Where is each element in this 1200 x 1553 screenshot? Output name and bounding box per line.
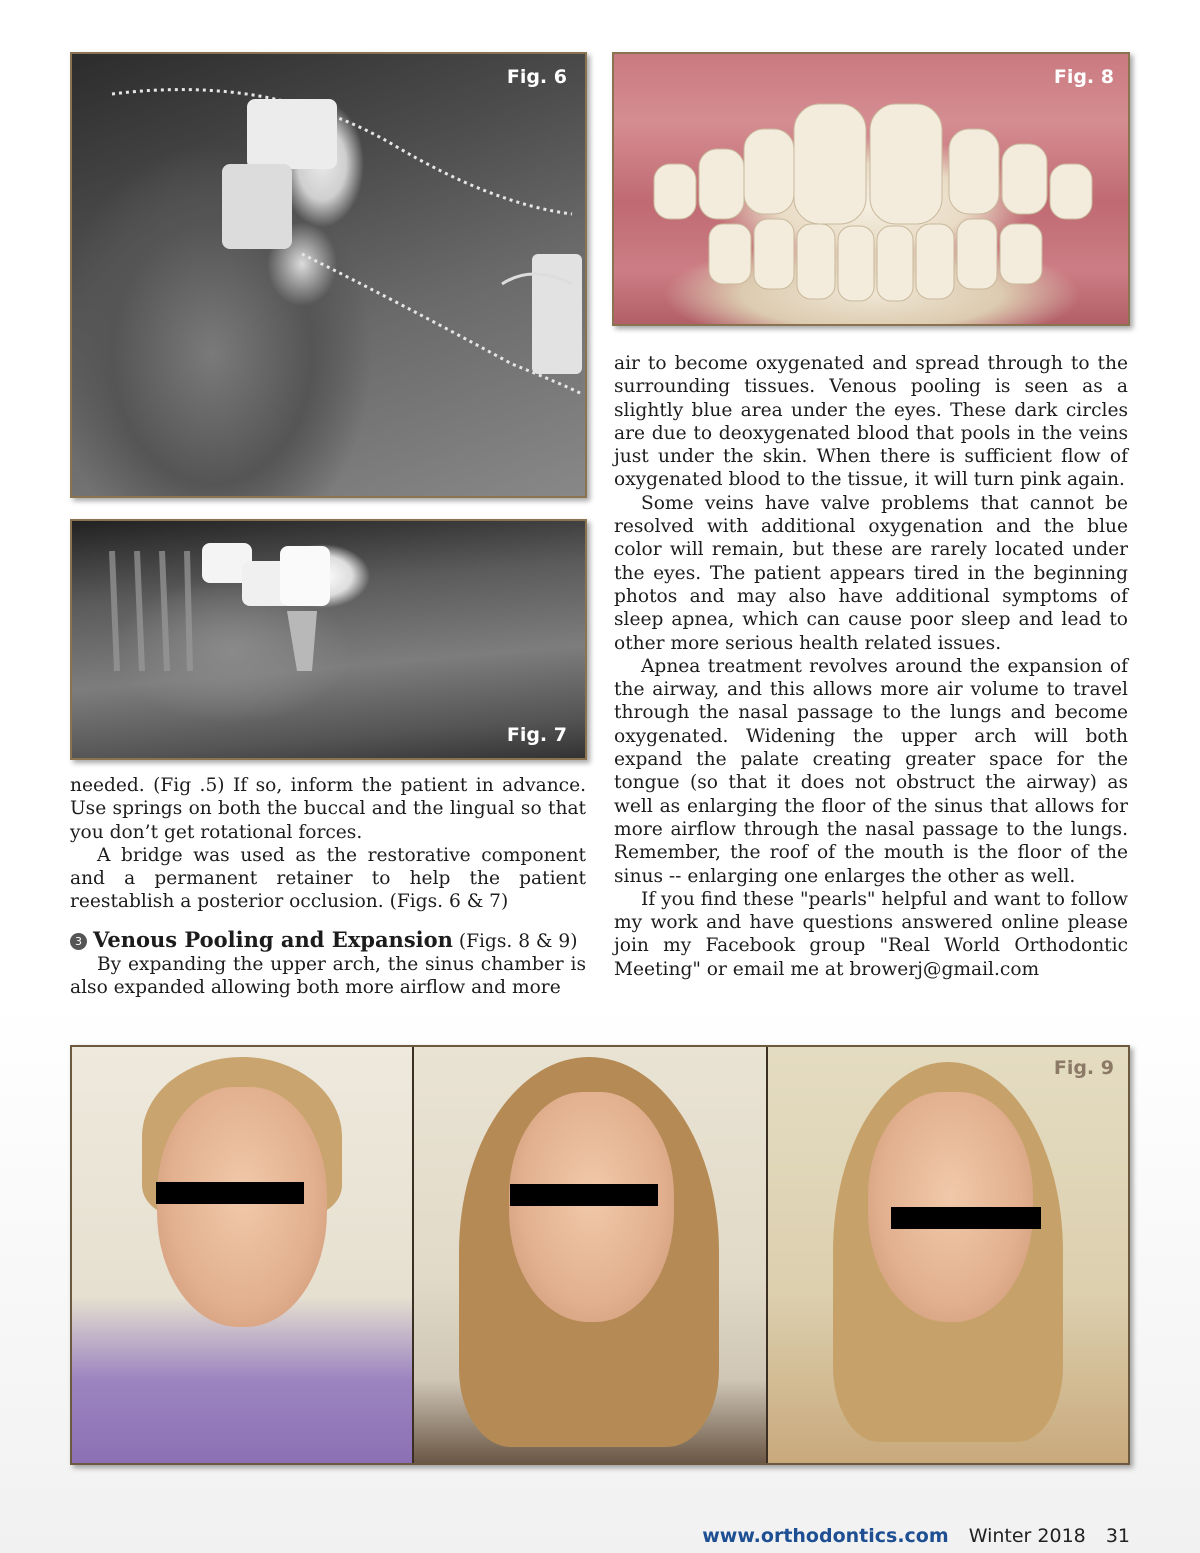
fig8-label: Fig. 8 xyxy=(1053,66,1114,88)
section-number-badge: 3 xyxy=(70,933,87,950)
page-number: 31 xyxy=(1105,1525,1130,1547)
bridge-restoration-illustration xyxy=(72,521,585,758)
fig8-teeth-photo xyxy=(612,52,1130,326)
left-column-text xyxy=(70,774,586,1000)
portrait-after xyxy=(768,1047,1128,1463)
paragraph: needed. (Fig .5) If so, inform the patient in advance. Use springs on both the buccal and the lingual so that you don’t get rotational forces. xyxy=(70,775,586,843)
paragraph: air to become oxygenated and spread through to the surrounding tissues. Venous pooling is seen as a slightly blue area under the eyes. These dark circles are due to deoxygenated blood that pools in the veins just under the skin. When there is sufficient flow of oxygenated blood to the tissue, it will turn pink again. xyxy=(614,353,1128,491)
page-footer xyxy=(702,1525,1130,1547)
section-figure-ref: (Figs. 8 & 9) xyxy=(458,930,578,952)
face xyxy=(157,1087,327,1327)
website-link[interactable]: www.orthodontics.com xyxy=(702,1525,949,1547)
fig7-label: Fig. 7 xyxy=(506,724,567,746)
portrait-before xyxy=(72,1047,414,1463)
fig9-label: Fig. 9 xyxy=(1053,1057,1114,1079)
fig7-xray-image xyxy=(70,519,587,760)
orthodontic-springs-illustration xyxy=(72,54,585,496)
issue-label: Winter 2018 xyxy=(968,1525,1086,1547)
portrait-during xyxy=(414,1047,768,1463)
eye-censor-bar xyxy=(510,1184,658,1206)
right-column-text xyxy=(614,352,1128,981)
fig6-label: Fig. 6 xyxy=(506,66,567,88)
section-heading xyxy=(70,928,586,953)
eye-censor-bar xyxy=(891,1207,1041,1229)
paragraph: If you find these "pearls" helpful and want to follow my work and have questions answered online please join my Facebook group "Real World Orthodontic Meeting" or email me at browerj@gmail.com xyxy=(614,888,1128,980)
eye-censor-bar xyxy=(156,1182,304,1204)
paragraph: By expanding the upper arch, the sinus chamber is also expanded allowing both more airflow and more xyxy=(70,954,586,999)
paragraph: A bridge was used as the restorative component and a permanent retainer to help the patient reestablish a posterior occlusion. (Figs. 6 & 7) xyxy=(70,844,586,913)
paragraph: Apnea treatment revolves around the expansion of the airway, and this allows more air volume to travel through the nasal passage to the lungs and become oxygenated. Widening the upper arch will both expand the palate creating greater space for the tongue (so that it does not obstruct the airway) as well as enlarging the floor of the sinus that allows for more airflow through the nasal passage to the lungs. Remember, the roof of the mouth is the floor of the sinus -- enlarging one enlarges the other as well. xyxy=(614,655,1128,887)
face xyxy=(509,1092,674,1322)
fig9-portrait-series xyxy=(70,1045,1130,1465)
fig6-xray-image xyxy=(70,52,587,498)
teeth-illustration xyxy=(614,54,1128,324)
paragraph: Some veins have valve problems that cannot be resolved with additional oxygenation and the blue color will remain, but these are rarely located under the eyes. The patient appears tired in the beginning photos and may also have additional symptoms of sleep apnea, which can cause poor sleep and lead to other more serious health related issues. xyxy=(614,492,1128,654)
section-title: Venous Pooling and Expansion xyxy=(93,926,453,952)
